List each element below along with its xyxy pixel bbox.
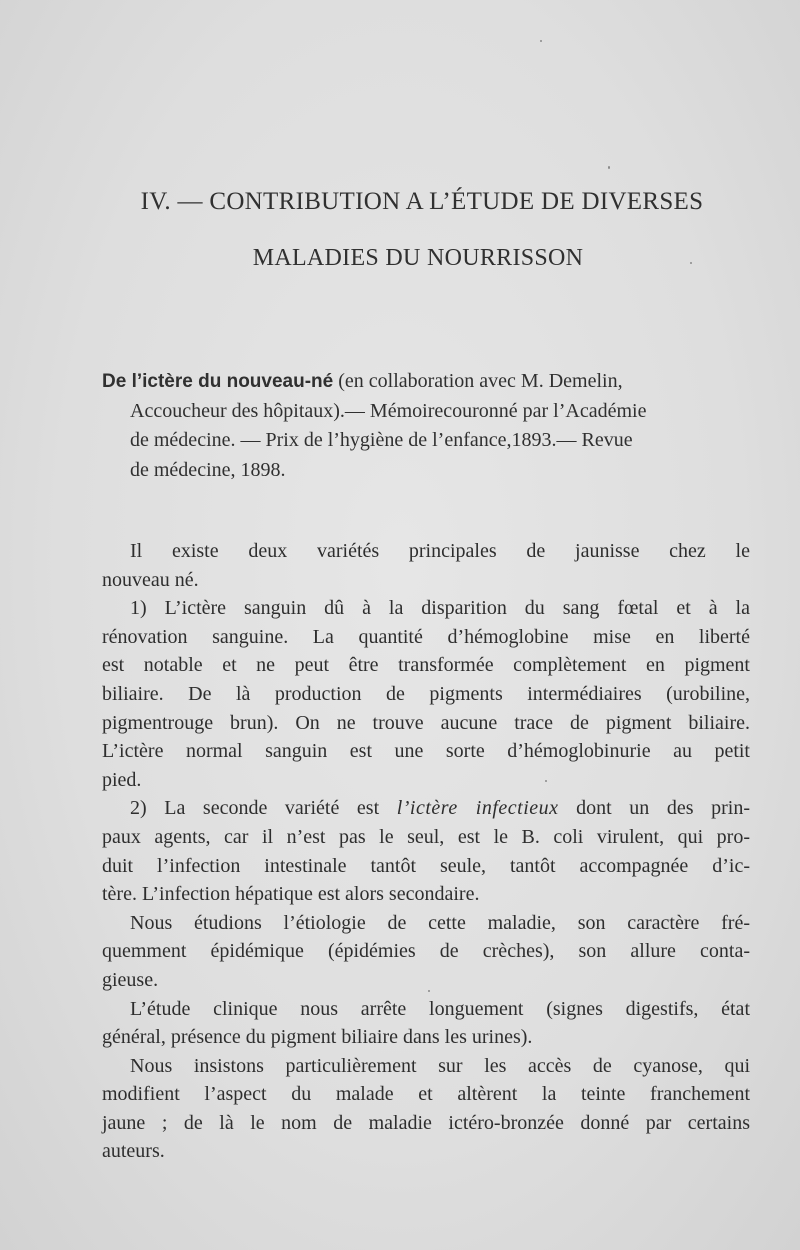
entry-line: de médecine, 1898. bbox=[130, 458, 286, 481]
entry-line: de médecine. — Prix de l’hygiène de l’enfance,1893.— Revue bbox=[130, 429, 633, 451]
paragraph-line: rénovation sanguine. La quantité d’hémoglobine mise en liberté bbox=[102, 625, 750, 648]
bibliographic-entry bbox=[102, 367, 752, 485]
body-text bbox=[102, 537, 750, 1166]
paragraph-line: jaune ; de là le nom de maladie ictéro-bronzée donné par certains bbox=[102, 1111, 750, 1134]
paragraph-line: L’étude clinique nous arrête longuement (signes digestifs, état bbox=[130, 997, 750, 1020]
paragraph-line: quemment épidémique (épidémies de crèches), son allure conta- bbox=[102, 940, 750, 963]
paragraph-line: L’ictère normal sanguin est une sorte d’hémoglobinurie au petit bbox=[102, 740, 750, 763]
paragraph-line: 1) L’ictère sanguin dû à la disparition du sang fœtal et à la bbox=[130, 597, 750, 620]
paragraph-line: gieuse. bbox=[102, 968, 159, 991]
entry-collaboration: (en collaboration avec M. Demelin, bbox=[333, 370, 623, 392]
paragraph-line: Il existe deux variétés principales de jaunisse chez le bbox=[130, 540, 750, 562]
paragraph-text: dont un des prin- bbox=[558, 797, 750, 820]
paragraph-text: 2) La seconde variété est bbox=[130, 797, 397, 820]
italic-term: l’ictère infectieux bbox=[396, 797, 559, 820]
chapter-subheading: MALADIES DU NOURRISSON bbox=[252, 245, 584, 271]
paper-speck bbox=[540, 40, 542, 42]
entry-title: De l’ictère du nouveau-né bbox=[102, 371, 334, 392]
entry-line: Accoucheur des hôpitaux).— Mémoirecouronné par l’Académie bbox=[130, 399, 647, 422]
paragraph-line: pigmentrouge brun). On ne trouve aucune trace de pigment biliaire. bbox=[102, 711, 750, 734]
chapter-heading: IV. — CONTRIBUTION A L’ÉTUDE DE DIVERSES bbox=[140, 188, 704, 215]
entry-line bbox=[102, 367, 752, 397]
paragraph-line: biliaire. De là production de pigments intermédiaires (urobiline, bbox=[102, 682, 750, 705]
paragraph-line: général, présence du pigment biliaire dans les urines). bbox=[102, 1026, 533, 1049]
paragraph-line: est notable et ne peut être transformée complètement en pigment bbox=[102, 654, 750, 677]
paper-speck bbox=[608, 166, 610, 169]
paragraph-line: paux agents, car il n’est pas le seul, est le B. coli virulent, qui pro- bbox=[102, 825, 750, 848]
paragraph-line: pied. bbox=[102, 768, 142, 791]
paragraph-line: nouveau né. bbox=[102, 568, 199, 591]
paragraph-line: Nous étudions l’étiologie de cette maladie, son caractère fré- bbox=[130, 911, 750, 934]
paragraph-line: Nous insistons particulièrement sur les accès de cyanose, qui bbox=[130, 1054, 750, 1077]
paragraph-line: modifient l’aspect du malade et altèrent la teinte franchement bbox=[102, 1083, 750, 1106]
paragraph-line: tère. L’infection hépatique est alors secondaire. bbox=[102, 883, 480, 906]
paragraph-line: auteurs. bbox=[102, 1140, 165, 1163]
paragraph-line bbox=[102, 794, 750, 823]
paragraph-line: duit l’infection intestinale tantôt seule, tantôt accompagnée d’ic- bbox=[102, 854, 750, 877]
